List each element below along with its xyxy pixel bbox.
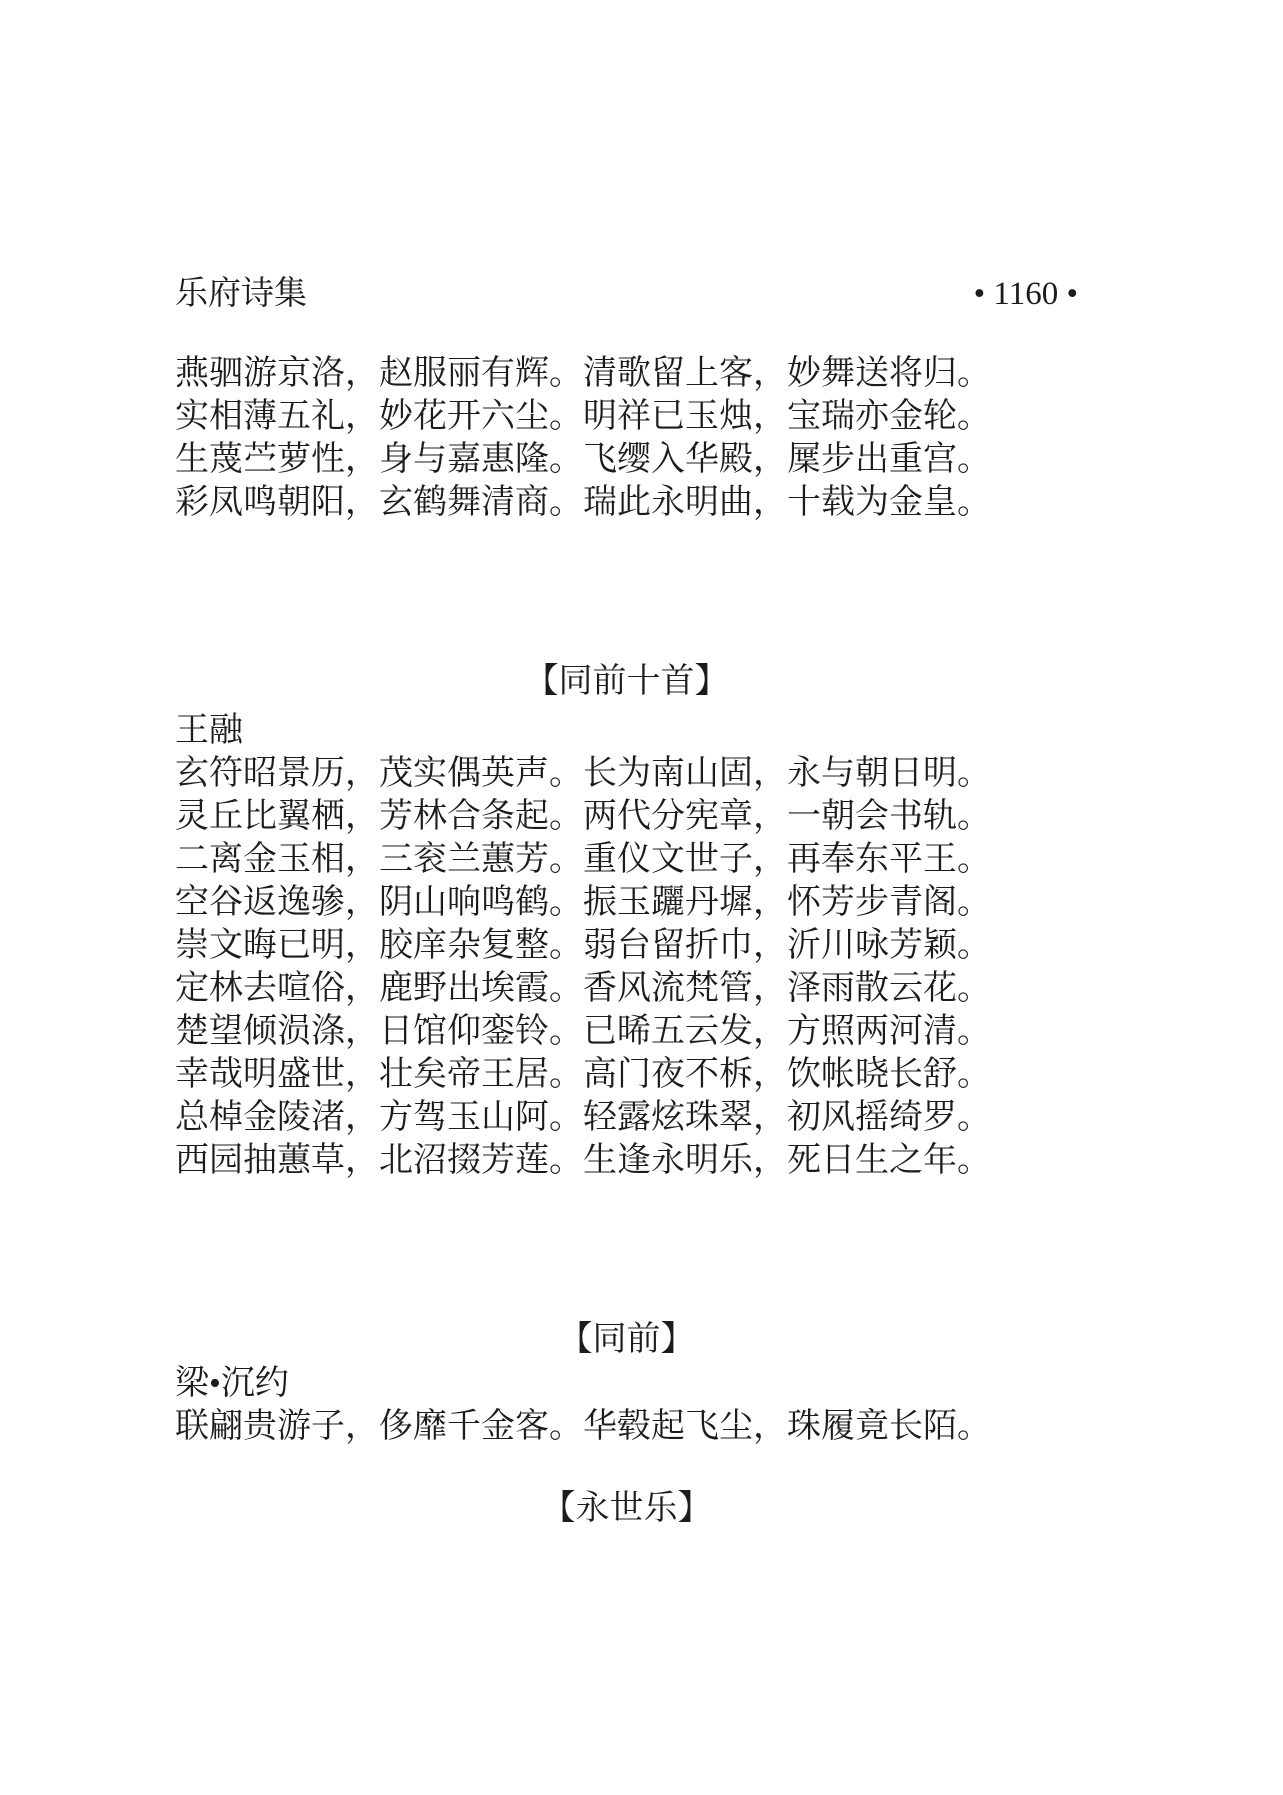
page-number: • 1160 •	[973, 276, 1078, 312]
poem-line: 联翩贵游子，侈靡千金客。华毂起飞尘，珠履竟长陌。	[175, 1408, 991, 1445]
poem-line: 玄符昭景历，茂实偶英声。长为南山固，永与朝日明。	[175, 755, 991, 792]
poem-line: 二离金玉相，三衮兰蕙芳。重仪文世子，再奉东平王。	[175, 841, 991, 878]
author-wang-rong: 王融	[175, 712, 243, 749]
book-title: 乐府诗集	[175, 276, 307, 312]
poem-line: 崇文晦已明，胶庠杂复整。弱台留折巾，沂川咏芳颖。	[175, 927, 991, 964]
poem-line: 定林去喧俗，鹿野出埃霞。香风流梵管，泽雨散云花。	[175, 970, 991, 1007]
poem-line: 实相薄五礼，妙花开六尘。明祥已玉烛，宝瑞亦金轮。	[175, 398, 991, 435]
poem-line: 生蔑苎萝性，身与嘉惠隆。飞缨入华殿，屟步出重宫。	[175, 441, 991, 478]
section-title-tongqian: 【同前】	[558, 1321, 695, 1358]
poem-line: 灵丘比翼栖，芳林合条起。两代分宪章，一朝会书轨。	[175, 798, 991, 835]
poem-line: 西园抽蕙草，北沼掇芳莲。生逢永明乐，死日生之年。	[175, 1142, 991, 1179]
opening-poem	[175, 352, 1078, 524]
poem-line: 幸哉明盛世，壮矣帝王居。高门夜不柝，饮帐晓长舒。	[175, 1056, 991, 1093]
section-title-yongshile: 【永世乐】	[541, 1490, 712, 1527]
poem-tongqian	[175, 1405, 1078, 1448]
author-liang-shenyue: 梁•沉约	[175, 1365, 289, 1402]
poem-line: 楚望倾涢涤，日馆仰銮铃。已晞五云发，方照两河清。	[175, 1013, 991, 1050]
poem-tongqian-shishou	[175, 752, 1078, 1182]
poem-line: 彩凤鸣朝阳，玄鹤舞清商。瑞此永明曲，十载为金皇。	[175, 484, 991, 521]
poem-line: 燕驷游京洛，赵服丽有辉。清歌留上客，妙舞送将归。	[175, 355, 991, 392]
section-title-tongqian-shishou: 【同前十首】	[524, 663, 729, 700]
poem-line: 总棹金陵渚，方驾玉山阿。轻露炫珠翠，初风摇绮罗。	[175, 1099, 991, 1136]
page-header	[175, 276, 1078, 312]
poem-line: 空谷返逸骖，阴山响鸣鹤。振玉躧丹墀，怀芳步青阁。	[175, 884, 991, 921]
